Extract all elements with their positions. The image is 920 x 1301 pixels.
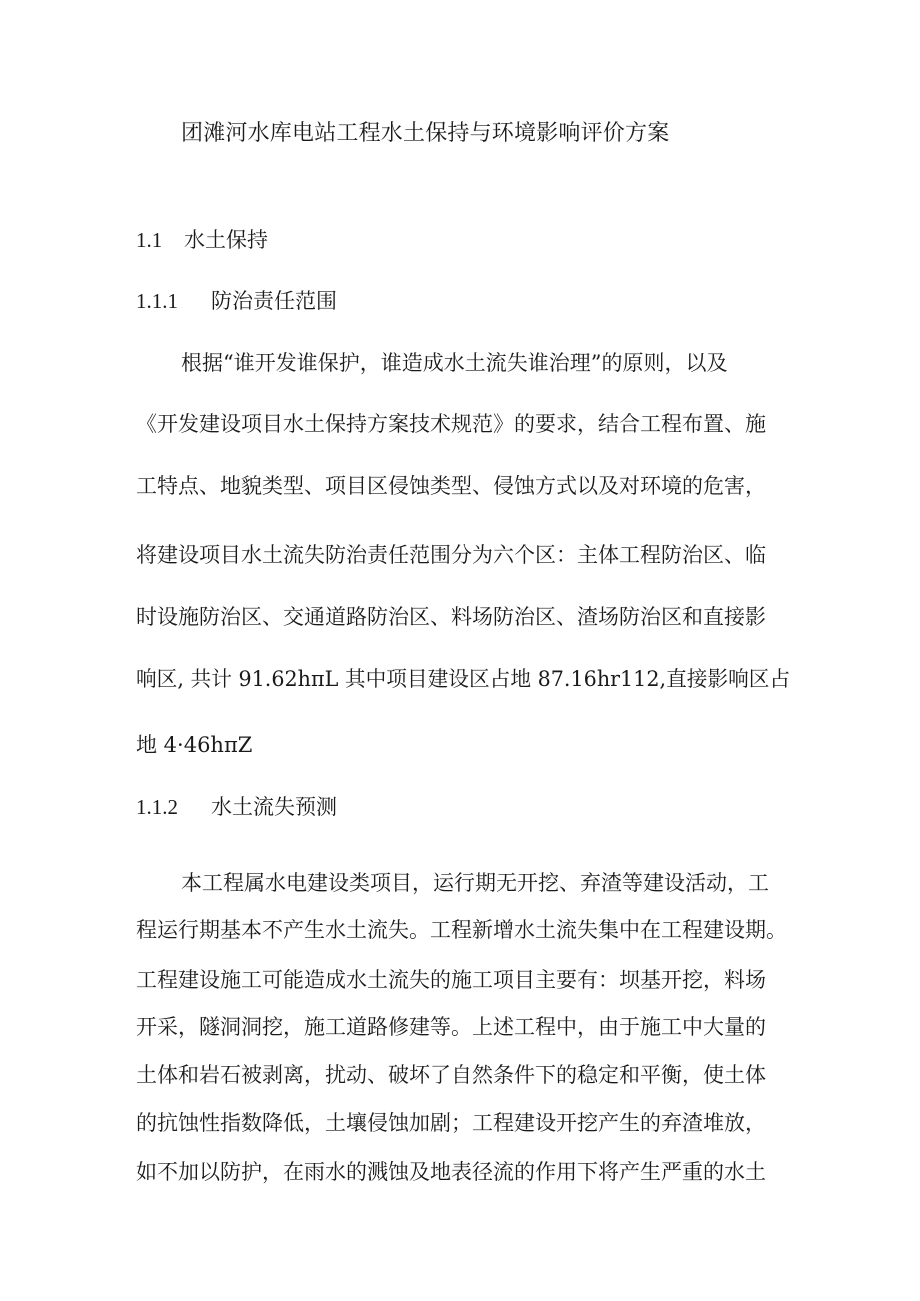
- paragraph-line: 根据“谁开发谁保护，谁造成水土流失谁治理”的原则，以及: [181, 351, 728, 375]
- section-heading-1-1-2: [136, 792, 337, 822]
- paragraph-line: 的抗蚀性指数降低，土壤侵蚀加剧；工程建设开挖产生的弃渣堆放，: [136, 1111, 766, 1135]
- paragraph-line: 工特点、地貌类型、项目区侵蚀类型、侵蚀方式以及对环境的危害，: [136, 474, 766, 498]
- paragraph-line: 土体和岩石被剥离，扰动、破坏了自然条件下的稳定和平衡，使土体: [136, 1063, 766, 1087]
- section-number: 1.1.2: [136, 795, 178, 819]
- document-title: 团滩河水库电站工程水土保持与环境影响评价方案: [181, 121, 670, 146]
- paragraph-line: 地 4·46hπZ: [136, 733, 253, 757]
- paragraph-line: 将建设项目水土流失防治责任范围分为六个区：主体工程防治区、临: [136, 543, 766, 567]
- paragraph-line: 本工程属水电建设类项目，运行期无开挖、弃渣等建设活动，工: [181, 871, 769, 895]
- section-title: 水土保持: [184, 228, 268, 252]
- paragraph-line: 响区, 共计 91.62hπL 其中项目建设区占地 87.16hr112,直接影响区占: [136, 667, 791, 691]
- paragraph-line: 开采，隧洞洞挖，施工道路修建等。上述工程中，由于施工中大量的: [136, 1015, 766, 1039]
- paragraph-line: 程运行期基本不产生水土流失。工程新增水土流失集中在工程建设期。: [136, 918, 787, 942]
- section-title: 水土流失预测: [211, 795, 337, 819]
- paragraph-line: 时设施防治区、交通道路防治区、料场防治区、渣场防治区和直接影: [136, 605, 766, 629]
- section-heading-1-1-1: [136, 286, 337, 316]
- section-heading-1-1: [136, 225, 268, 255]
- section-title: 防治责任范围: [211, 289, 337, 313]
- paragraph-line: 如不加以防护，在雨水的溅蚀及地表径流的作用下将产生严重的水土: [136, 1160, 766, 1184]
- section-number: 1.1.1: [136, 289, 178, 313]
- section-number: 1.1: [136, 228, 163, 252]
- paragraph-line: 《开发建设项目水土保持方案技术规范》的要求，结合工程布置、施: [136, 412, 766, 436]
- paragraph-line: 工程建设施工可能造成水土流失的施工项目主要有：坝基开挖，料场: [136, 968, 766, 992]
